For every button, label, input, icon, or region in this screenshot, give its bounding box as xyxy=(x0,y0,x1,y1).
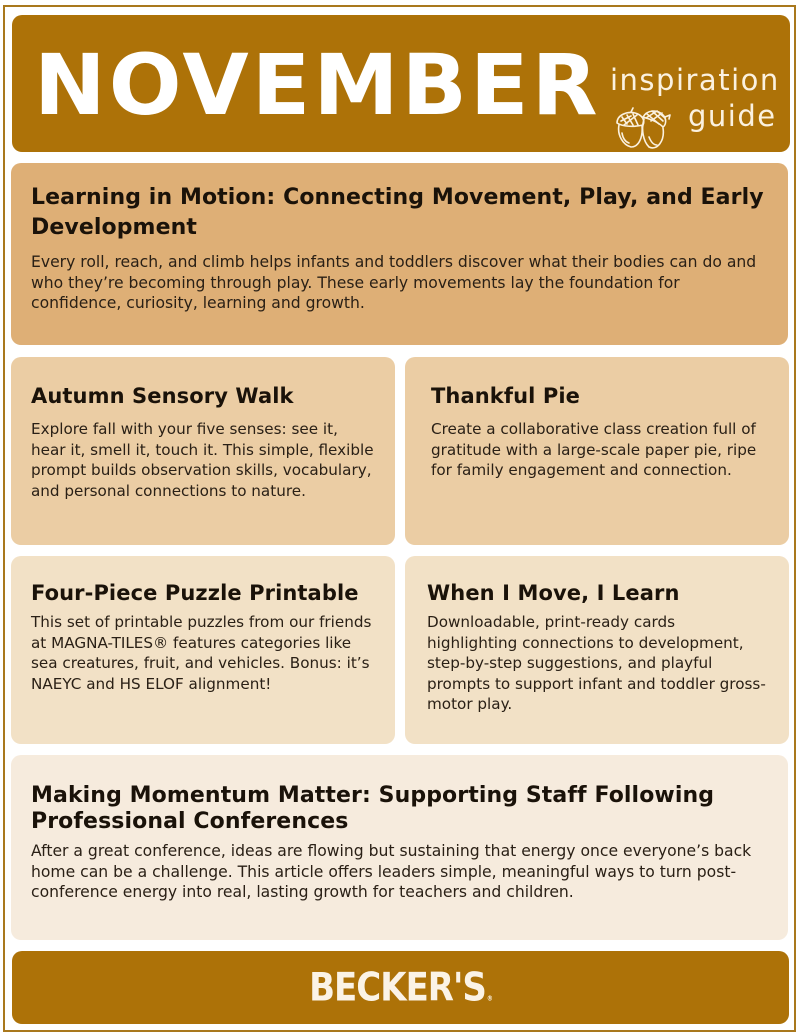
card-title[interactable]: Four-Piece Puzzle Printable xyxy=(31,581,359,605)
registered-mark: ® xyxy=(486,994,492,1003)
card-title[interactable]: When I Move, I Learn xyxy=(427,581,680,605)
card-body: After a great conference, ideas are flowing but sustaining that energy once everyone’s back home can be a challenge. This article offers leaders simple, meaningful ways to turn post-conference energy into real, lasting growth for teachers and children. xyxy=(31,842,752,901)
card-body: Every roll, reach, and climb helps infants and toddlers discover what their bodies can do and who they’re becoming through play. These early movements lay the foundation for confidence, curiosity, learning and growth. xyxy=(31,253,757,312)
card-title[interactable]: Thankful Pie xyxy=(431,384,580,408)
article-card-thankful-pie[interactable] xyxy=(405,357,789,545)
card-title[interactable]: Autumn Sensory Walk xyxy=(31,384,294,408)
header-banner xyxy=(12,15,790,152)
month-title: NOVEMBER xyxy=(34,36,601,134)
card-body: Downloadable, print-ready cards highlighting connections to development, step-by-step suggestions, and playful prompts to support infant and toddler gross-motor play. xyxy=(427,613,766,713)
acorns-icon xyxy=(613,107,675,151)
card-body: Create a collaborative class creation full of gratitude with a large-scale paper pie, ripe for family engagement and connection. xyxy=(431,420,757,479)
article-card-making-momentum-matter[interactable] xyxy=(11,755,788,940)
subtitle-inspiration: inspiration xyxy=(610,63,780,97)
logo-text: BECKER'S xyxy=(309,964,486,1011)
article-card-autumn-sensory-walk[interactable] xyxy=(11,357,395,545)
beckers-logo[interactable] xyxy=(309,965,492,1011)
subtitle-guide: guide xyxy=(688,99,777,133)
card-body: This set of printable puzzles from our friends at MAGNA-TILES® features categories like sea creatures, fruit, and vehicles. Bonus: it’s NAEYC and HS ELOF alignment! xyxy=(31,613,372,693)
card-body: Explore fall with your five senses: see it, hear it, smell it, touch it. This simple, flexible prompt builds observation skills, vocabulary, and personal connections to nature. xyxy=(31,420,374,500)
article-card-when-i-move[interactable] xyxy=(405,556,789,744)
article-card-learning-in-motion[interactable] xyxy=(11,163,788,345)
card-title[interactable]: Making Momentum Matter: Supporting Staff Following Professional Conferences xyxy=(31,783,715,834)
footer-banner xyxy=(12,951,789,1024)
article-card-puzzle-printable[interactable] xyxy=(11,556,395,744)
card-title[interactable]: Learning in Motion: Connecting Movement, Play, and Early Development xyxy=(31,185,764,240)
